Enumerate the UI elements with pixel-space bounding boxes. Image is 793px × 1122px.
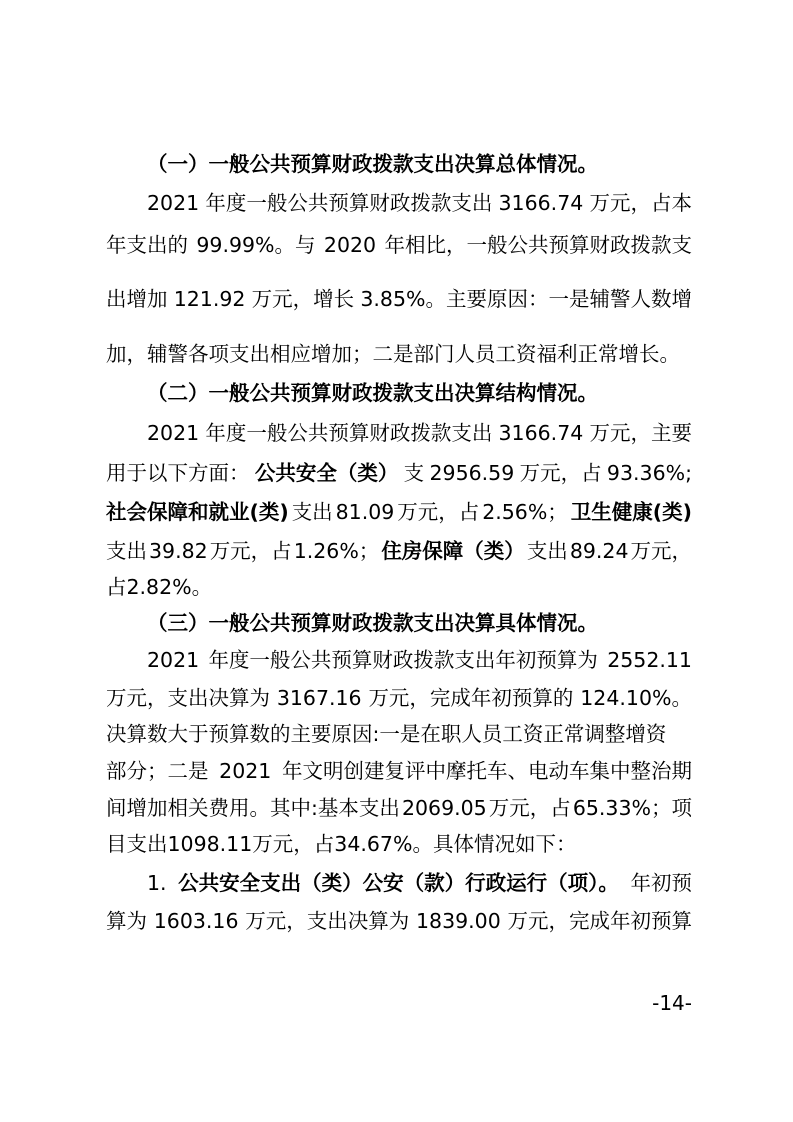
section-heading-1: （一）一般公共预算财政拨款支出决算总体情况。 bbox=[147, 152, 598, 176]
paragraph-line: 加，辅警各项支出相应增加；二是部门人员工资福利正常增长。 bbox=[106, 342, 680, 366]
paragraph-line: 占 2.82%。 bbox=[106, 575, 213, 599]
paragraph-line: 部分；二是 2021 年文明创建复评中摩托车、电动车集中整治期 bbox=[106, 759, 692, 783]
paragraph-line: 1. 公共安全支出（类）公安（款）行政运行（项）。 年初预 bbox=[147, 871, 692, 895]
paragraph-line: 间增加相关费用。其中:基本支出 2069.05 万元，占 65.33%；项 bbox=[106, 796, 692, 820]
section-heading-3: （三）一般公共预算财政拨款支出决算具体情况。 bbox=[147, 611, 598, 635]
paragraph-line: 2021 年度一般公共预算财政拨款支出年初预算为 2552.11 bbox=[147, 648, 692, 672]
paragraph-line: 2021 年度一般公共预算财政拨款支出 3166.74 万元，主要 bbox=[147, 421, 692, 445]
paragraph-line: 用于以下方面： 公共安全（类） 支 2956.59 万元，占 93.36%; bbox=[106, 461, 692, 485]
paragraph-line: 算为 1603.16 万元，支出决算为 1839.00 万元，完成年初预算 bbox=[106, 909, 692, 933]
paragraph-line: 社会保障和就业(类) 支出 81.09 万元，占 2.56%； 卫生健康(类) bbox=[106, 500, 692, 524]
paragraph-line: 万元，支出决算为 3167.16 万元，完成年初预算的 124.10%。 bbox=[106, 686, 692, 710]
paragraph-line: 出增加 121.92 万元，增长 3.85%。主要原因：一是辅警人数增 bbox=[106, 287, 692, 311]
paragraph-line: 年支出的 99.99%。与 2020 年相比，一般公共预算财政拨款支 bbox=[106, 233, 692, 257]
paragraph-line: 支出 39.82 万元，占 1.26%； 住房保障（类） 支出 89.24 万元， bbox=[106, 539, 692, 563]
section-heading-2: （二）一般公共预算财政拨款支出决算结构情况。 bbox=[147, 381, 598, 405]
paragraph-line: 决算数大于预算数的主要原因:一是在职人员工资正常调整增资 bbox=[106, 722, 667, 746]
page-number: -14- bbox=[652, 991, 692, 1015]
paragraph-line: 2021 年度一般公共预算财政拨款支出 3166.74 万元，占本 bbox=[147, 191, 692, 215]
paragraph-line: 目支出 1098.11 万元，占 34.67%。具体情况如下： bbox=[106, 832, 577, 856]
